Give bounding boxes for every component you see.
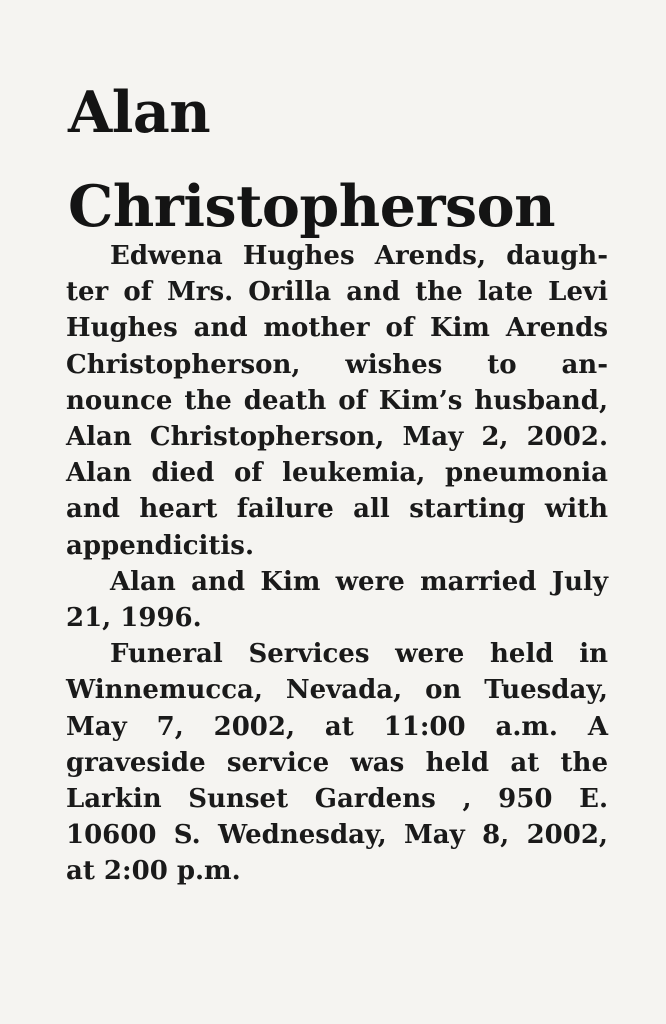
paragraph-3-line-2: Winnemucca, Nevada, on Tuesday, [66,675,608,706]
paragraph-1-line-9: appendicitis. [66,530,254,561]
paragraph-1-line-4: Christopherson, wishes to an- [66,349,608,380]
paragraph-1-line-6: Alan Christopherson, May 2, 2002. [66,422,608,453]
paragraph-3-line-4: graveside service was held at the [66,747,608,778]
paragraph-3-line-1: Funeral Services were held in [110,639,608,670]
paragraph-3-line-5: Larkin Sunset Gardens , 950 E. [66,784,608,815]
headline-line-1: Alan [68,79,211,146]
paragraph-1-line-1: Edwena Hughes Arends, daugh- [110,241,608,271]
obituary-headline [68,66,555,254]
paragraph-3-line-7: at 2:00 p.m. [66,856,241,887]
paragraph-2-line-2: 21, 1996. [66,603,202,634]
headline-line-2: Christopherson [68,173,556,240]
paragraph-1-line-2: ter of Mrs. Orilla and the late Levi [66,277,608,308]
paragraph-1-line-8: and heart failure all starting with [66,494,608,525]
paragraph-3-line-6: 10600 S. Wednesday, May 8, 2002, [66,820,608,851]
paragraph-1-line-3: Hughes and mother of Kim Arends [66,313,608,344]
paragraph-3-line-3: May 7, 2002, at 11:00 a.m. A [66,711,608,742]
paragraph-2-line-1: Alan and Kim were married July [110,566,608,597]
paragraph-1-line-5: nounce the death of Kim’s husband, [66,385,608,416]
obituary-body [66,238,608,890]
paragraph-1-line-7: Alan died of leukemia, pneumonia [66,458,608,489]
